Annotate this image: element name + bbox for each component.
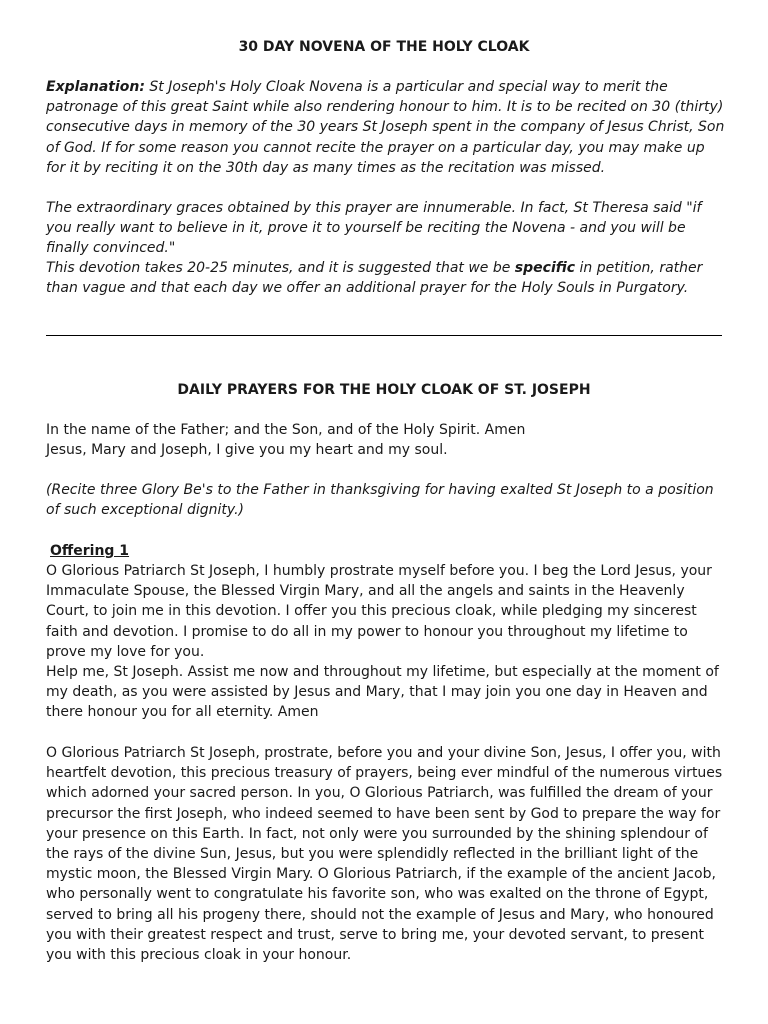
daily-prayers-title: DAILY PRAYERS FOR THE HOLY CLOAK OF ST. JOSEPH — [177, 382, 591, 398]
explanation-label: Explanation: — [46, 79, 145, 95]
offering-paragraph-3: O Glorious Patriarch St Joseph, prostrate, before you and your divine Son, Jesus, I offer you, with heartfelt devotion, this precious treasury of prayers, being ever mindful of the numerous virtues which adorned your sacred person. In you, O Glorious Patriarch, was fulfilled the dream of your precursor the first Joseph, who indeed seemed to have been sent by God to prepare the way for your presence on this Earth. In fact, not only were you surrounded by the shining splendour of the rays of the divine Sun, Jesus, but you were splendidly reflected in the brilliant light of the mystic moon, the Blessed Virgin Mary. O Glorious Patriarch, if the example of the ancient Jacob, who personally went to congratulate his favorite son, who was exalted on the throne of Egypt, served to bring all his progeny there, should not the example of Jesus and Mary, who honoured you with their greatest respect and trust, serve to bring me, your devoted servant, to present you with this precious cloak in your honour. — [46, 745, 723, 964]
devotion-text-before: This devotion takes 20-25 minutes, and it is suggested that we be — [46, 260, 515, 276]
explanation-paragraph — [46, 77, 726, 178]
devotion-keyword: specific — [514, 260, 576, 276]
opening-prayer-line-2: Jesus, Mary and Joseph, I give you my heart and my soul. — [46, 442, 448, 458]
explanation-text: St Joseph's Holy Cloak Novena is a particular and special way to merit the patronage of this great Saint while also rendering honour to him. It is to be recited on 30 (thirty) consecutive days in memory of the 30 years St Joseph spent in the company of Jesus Christ, Son of God. If for some reason you cannot recite the prayer on a particular day, you may make up for it by reciting it on the 30th day as many times as the recitation was missed. — [46, 79, 725, 176]
devotion-paragraph — [46, 258, 726, 298]
opening-prayer-line-1: In the name of the Father; and the Son, and of the Holy Spirit. Amen — [46, 422, 526, 438]
offering-paragraph-1: O Glorious Patriarch St Joseph, I humbly prostrate myself before you. I beg the Lord Jesus, your Immaculate Spouse, the Blessed Virgin Mary, and all the angels and saints in the Heavenly Court, to join me in this devotion. I offer you this precious cloak, while pledging my sincerest faith and devotion. I promise to do all in my power to honour you throughout my lifetime to prove my love for you. — [46, 563, 712, 660]
glory-be-instruction: (Recite three Glory Be's to the Father in thanksgiving for having exalted St Joseph to a position of such exceptional dignity.) — [46, 482, 714, 519]
section-divider — [46, 335, 722, 336]
devotion-text-after: in petition, rather than vague and that each day we offer an additional prayer for the Holy Souls in Purgatory. — [46, 260, 703, 297]
offering-paragraph-2: Help me, St Joseph. Assist me now and throughout my lifetime, but especially at the moment of my death, as you were assisted by Jesus and Mary, that I may join you one day in Heaven and there honour you for all eternity. Amen — [46, 664, 719, 721]
graces-paragraph: The extraordinary graces obtained by this prayer are innumerable. In fact, St Theresa said "if you really want to believe in it, prove it to yourself be reciting the Novena - and you will be finally convinced." — [46, 200, 702, 257]
offering-heading: Offering 1 — [50, 543, 130, 559]
document-title: 30 DAY NOVENA OF THE HOLY CLOAK — [238, 39, 530, 55]
